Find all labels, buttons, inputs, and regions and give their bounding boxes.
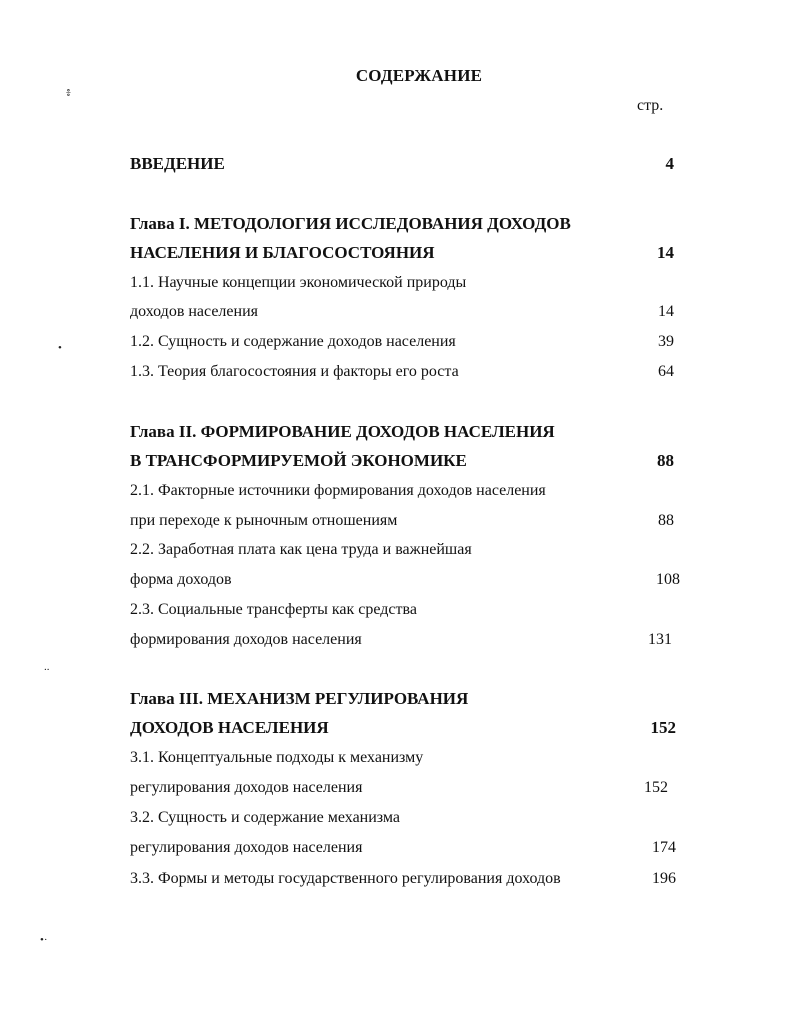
toc-page-number: 14 — [657, 243, 674, 262]
page-title: СОДЕРЖАНИЕ — [355, 66, 483, 85]
toc-chapter-1-heading — [130, 212, 680, 236]
toc-entry-text: НАСЕЛЕНИЯ И БЛАГОСОСТОЯНИЯ — [130, 243, 435, 262]
toc-section-2-1-cont — [130, 509, 680, 533]
toc-section-2-3 — [130, 598, 680, 622]
toc-entry-text: доходов населения — [130, 303, 258, 320]
toc-chapter-3-heading — [130, 687, 680, 711]
toc-page-number: 88 — [657, 451, 674, 470]
toc-section-3-1 — [130, 746, 680, 770]
toc-section-3-3 — [130, 867, 680, 891]
toc-page-number: 4 — [665, 154, 674, 173]
toc-chapter-1-heading-cont — [130, 241, 680, 265]
toc-page-number: 14 — [658, 303, 674, 320]
toc-entry-text: 2.1. Факторные источники формирования доходов населения — [130, 482, 546, 499]
scan-speck-icon: ∙∙ — [44, 664, 50, 676]
toc-section-2-1 — [130, 479, 680, 503]
toc-chapter-3-heading-cont — [130, 716, 680, 740]
toc-page-number: 64 — [658, 363, 674, 380]
toc-page-number: 131 — [648, 631, 672, 648]
page-column-label: стр. — [637, 97, 664, 114]
toc-page-number: 152 — [644, 779, 668, 796]
toc-section-1-2 — [130, 330, 680, 354]
toc-entry-text: форма доходов — [130, 571, 232, 588]
toc-page-number: 108 — [656, 571, 680, 588]
toc-entry-text: Глава III. МЕХАНИЗМ РЕГУЛИРОВАНИЯ — [130, 689, 469, 708]
toc-entry-text: 3.2. Сущность и содержание механизма — [130, 809, 401, 826]
toc-entry-text: формирования доходов населения — [130, 631, 362, 648]
toc-section-1-1-cont — [130, 300, 680, 324]
toc-entry-text: 1.3. Теория благосостояния и факторы его роста — [130, 363, 459, 380]
toc-section-2-2 — [130, 538, 680, 562]
toc-page-number: 174 — [652, 839, 676, 856]
toc-entry-text: 3.1. Концептуальные подходы к механизму — [130, 749, 424, 766]
toc-entry-text: регулирования доходов населения — [130, 839, 363, 856]
toc-entry-text: Глава II. ФОРМИРОВАНИЕ ДОХОДОВ НАСЕЛЕНИЯ — [130, 422, 555, 441]
toc-page-number: 196 — [652, 870, 676, 887]
toc-entry-text: В ТРАНСФОРМИРУЕМОЙ ЭКОНОМИКЕ — [130, 451, 467, 470]
scan-speck-icon: • — [58, 342, 62, 354]
scan-speck-icon: ៖ — [66, 87, 71, 99]
toc-section-2-2-cont — [130, 568, 680, 592]
toc-entry-text: Глава I. МЕТОДОЛОГИЯ ИССЛЕДОВАНИЯ ДОХОДОВ — [130, 214, 571, 233]
toc-section-1-1 — [130, 271, 680, 295]
toc-section-3-2 — [130, 806, 680, 830]
toc-entry-text: при переходе к рыночным отношениям — [130, 512, 398, 529]
toc-entry-text: 1.2. Сущность и содержание доходов населения — [130, 333, 456, 350]
toc-section-1-3 — [130, 360, 680, 384]
toc-section-3-2-cont — [130, 836, 680, 860]
toc-chapter-2-heading-cont — [130, 449, 680, 473]
toc-page-number: 88 — [658, 512, 674, 529]
toc-entry-text: 1.1. Научные концепции экономической природы — [130, 274, 467, 291]
toc-entry-introduction — [130, 152, 680, 176]
toc-entry-text: ДОХОДОВ НАСЕЛЕНИЯ — [130, 718, 329, 737]
toc-section-3-1-cont — [130, 776, 680, 800]
toc-page-number: 152 — [650, 718, 676, 737]
toc-entry-text: 2.3. Социальные трансферты как средства — [130, 601, 417, 618]
toc-page-number: 39 — [658, 333, 674, 350]
scan-speck-icon: •· — [40, 934, 48, 946]
toc-entry-text: 2.2. Заработная плата как цена труда и важнейшая — [130, 541, 472, 558]
toc-entry-text: 3.3. Формы и методы государственного регулирования доходов — [130, 870, 561, 887]
toc-entry-text: регулирования доходов населения — [130, 779, 363, 796]
toc-entry-text: ВВЕДЕНИЕ — [130, 154, 225, 173]
toc-section-2-3-cont — [130, 628, 680, 652]
toc-chapter-2-heading — [130, 420, 680, 444]
